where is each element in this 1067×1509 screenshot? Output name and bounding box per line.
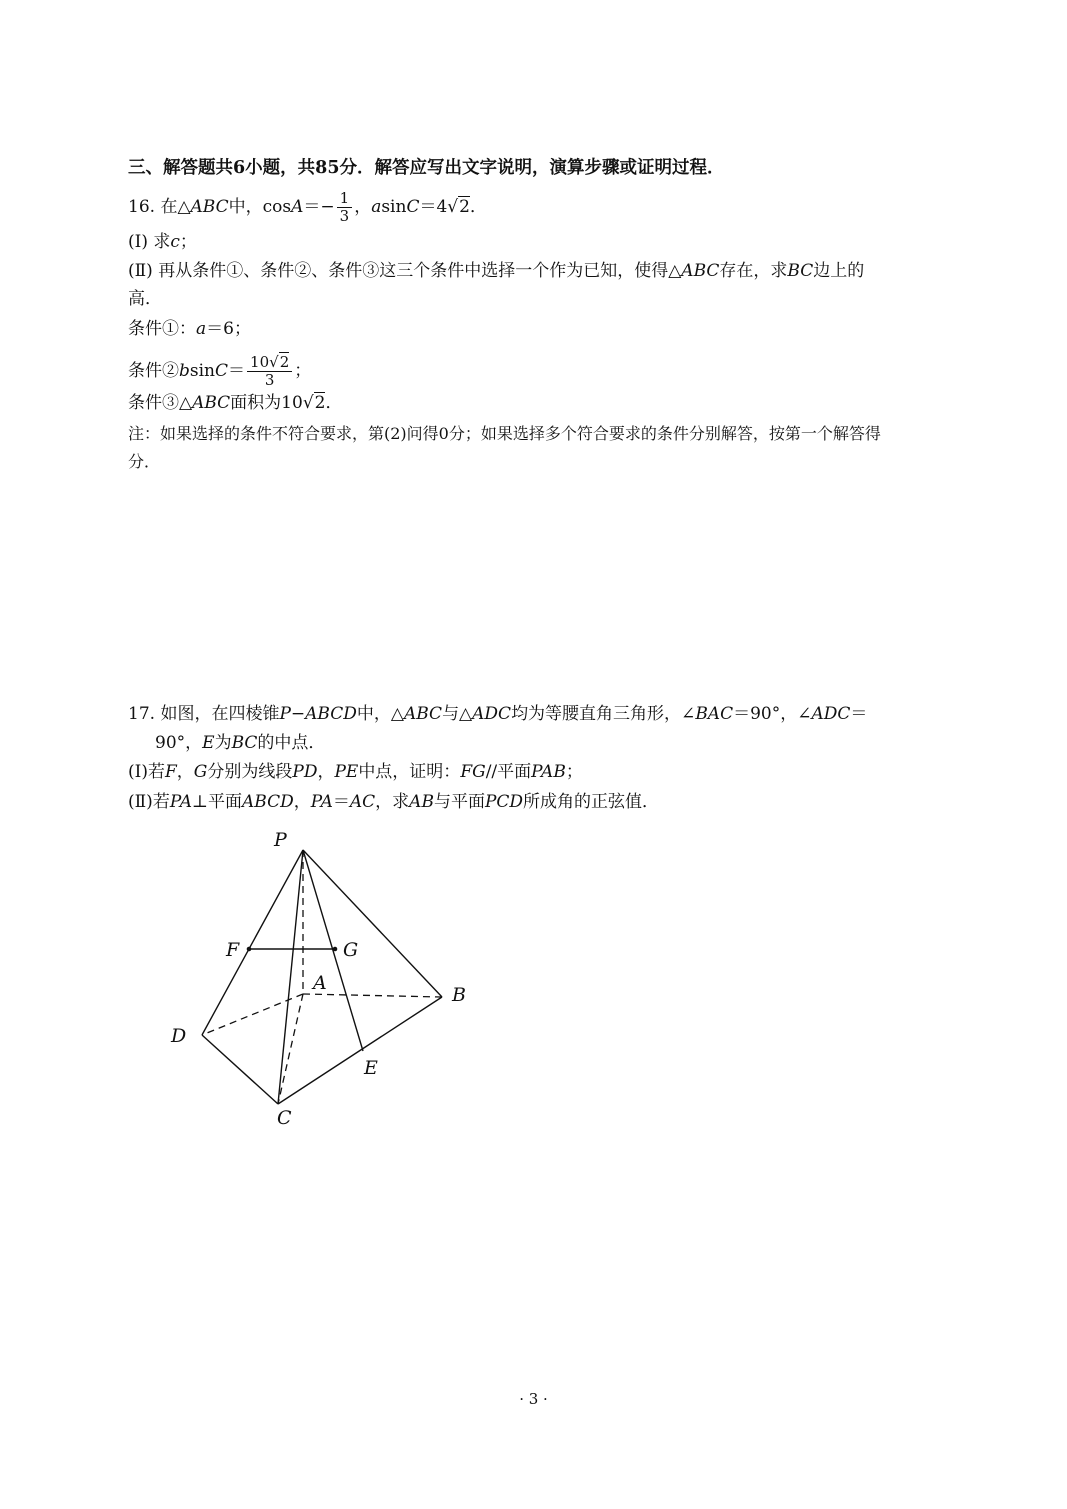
q17-text: ABC (403, 704, 443, 724)
q17-text: PA (310, 792, 333, 812)
fraction-numerator: 1 (337, 190, 353, 208)
sqrt-symbol: √ (302, 393, 314, 413)
fraction-ten-root-two-thirds (247, 354, 292, 389)
label-E: E (364, 1057, 378, 1079)
q17-text: 中，△ (356, 704, 404, 724)
q17-text: FG (460, 762, 486, 782)
q16-condition-1 (128, 317, 251, 341)
fraction-one-third (337, 190, 353, 225)
q17-text: ＝90°，∠ (733, 704, 812, 724)
label-F: F (226, 939, 240, 961)
q17-text: PE (334, 762, 359, 782)
q16-stem-text: ABC (190, 197, 229, 217)
q16-cond-text: ＝6； (206, 319, 251, 339)
q16-stem-text: ． (469, 197, 487, 217)
q16-cond-text: C (215, 361, 229, 381)
q16-part1-text: (Ⅰ) 求 (128, 232, 171, 252)
q17-text: ABCD (241, 792, 294, 812)
q16-cond-text: sin (189, 361, 216, 381)
q16-stem-text: 在△ (160, 197, 191, 217)
sqrt-symbol: √ (447, 197, 459, 217)
edge-DC (202, 1035, 278, 1104)
q17-text: PCD (484, 792, 524, 812)
edge-AC (278, 994, 303, 1104)
q17-text: //平面 (485, 762, 532, 782)
q16-part2-text: 存在，求 (719, 261, 788, 281)
q17-text: ， (176, 762, 194, 782)
q17-text: ⊥平面 (191, 792, 242, 812)
q16-cond-text: 条件①： (128, 319, 196, 339)
q16-stem-text: 中，cos (228, 197, 292, 217)
q17-text: ； (565, 762, 583, 782)
q16-stem-text: a (371, 197, 382, 217)
q16-note-line1: 注：如果选择的条件不符合要求，第(2)问得0分；如果选择多个符合要求的条件分别解答，按第一个解答得 (128, 424, 881, 443)
q16-number: 16. (128, 197, 156, 217)
q16-part2-text: ABC (681, 261, 720, 281)
label-B: B (452, 984, 466, 1006)
q17-text: PA (169, 792, 192, 812)
q16-cond-text: ． (325, 393, 343, 413)
edge-AD (202, 994, 303, 1035)
q17-text: − (290, 704, 306, 724)
q16-stem-text: sin (381, 197, 407, 217)
sqrt-radicand: 2 (459, 197, 470, 217)
q16-part2-line2: 高． (128, 289, 162, 309)
q17-text: BC (231, 733, 258, 753)
q17-text: BAC (695, 704, 734, 724)
q16-cond-text: 面积为10 (230, 393, 303, 413)
q16-part2-line1 (128, 259, 864, 283)
q17-text: 均为等腰直角三角形，∠ (511, 704, 696, 724)
fraction-numerator-coef: 10 (250, 353, 270, 371)
q17-text: ADC (472, 704, 512, 724)
q16-part2-text: 边上的 (813, 261, 865, 281)
q17-text: PD (292, 762, 318, 782)
point-F (247, 947, 252, 952)
q17-text: (Ⅱ)若 (128, 792, 170, 812)
q17-text: (Ⅰ)若 (128, 762, 165, 782)
q16-cond-text: ＝ (228, 361, 246, 381)
q16-part1-text: ； (179, 232, 197, 252)
q17-stem-line1 (128, 702, 867, 726)
fraction-denominator: 3 (339, 207, 350, 225)
q17-text: AC (349, 792, 376, 812)
q16-part1-text: c (170, 232, 180, 252)
q17-text: 为 (214, 733, 232, 753)
q16-stem-text: A (291, 197, 304, 217)
pyramid-figure (160, 822, 480, 1132)
q17-text: 17. 如图，在四棱锥 (128, 704, 280, 724)
q16-stem-text: ， (354, 197, 372, 217)
q17-text: ， (293, 792, 311, 812)
q17-text: ＝ (332, 792, 350, 812)
q17-text: ，求 (375, 792, 410, 812)
q16-note-line2: 分． (128, 452, 161, 471)
q16-cond-text: ； (294, 361, 312, 381)
q16-condition-2 (128, 354, 311, 389)
fraction-numerator (247, 354, 292, 372)
page-number: · 3 · (519, 1390, 548, 1408)
q17-text: 所成角的正弦值． (523, 792, 660, 812)
edge-AB (303, 994, 442, 997)
label-A: A (313, 972, 327, 994)
q16-cond-text: b (179, 361, 190, 381)
fraction-denominator: 3 (264, 371, 275, 389)
section-header: 三、解答题共6小题，共85分．解答应写出文字说明，演算步骤或证明过程． (128, 158, 725, 178)
edge-CB (278, 997, 442, 1104)
sqrt-radicand: 2 (314, 393, 326, 413)
q16-stem-text: C (406, 197, 420, 217)
q16-condition-3 (128, 391, 342, 415)
q17-text: 与平面 (433, 792, 485, 812)
sqrt-radicand: 2 (279, 353, 290, 371)
q17-text: AB (409, 792, 434, 812)
q17-text: ADC (811, 704, 851, 724)
q17-text: ， (317, 762, 335, 782)
q16-cond-text: a (196, 319, 207, 339)
q16-cond-text: 条件② (128, 361, 179, 381)
q17-text: 90°， (155, 733, 203, 753)
q16-stem (128, 190, 487, 225)
label-G: G (343, 939, 359, 961)
q17-text: PAB (531, 762, 566, 782)
q17-text: P (279, 704, 291, 724)
q17-part1 (128, 760, 583, 784)
q17-stem-line2 (155, 731, 325, 755)
q17-text: 分别为线段 (207, 762, 293, 782)
q17-part2 (128, 790, 659, 814)
label-C: C (277, 1107, 292, 1129)
q17-text: 的中点． (257, 733, 326, 753)
q16-part2-text: (Ⅱ) 再从条件①、条件②、条件③这三个条件中选择一个作为已知，使得△ (128, 261, 682, 281)
point-G (333, 947, 338, 952)
q16-part1 (128, 230, 197, 254)
q17-text: ABCD (305, 704, 357, 724)
q17-text: ＝ (850, 704, 868, 724)
q16-cond-text: 条件③△ (128, 393, 193, 413)
q16-stem-text: ＝4 (419, 197, 448, 217)
q16-part2-text: BC (787, 261, 814, 281)
label-P: P (274, 829, 287, 851)
q17-text: G (193, 762, 208, 782)
q17-text: E (202, 733, 215, 753)
q17-text: F (164, 762, 177, 782)
q17-text: 中点，证明： (358, 762, 461, 782)
q17-text: 与△ (442, 704, 473, 724)
q16-cond-text: ABC (192, 393, 231, 413)
q16-stem-text: ＝− (303, 197, 335, 217)
sqrt-symbol: √ (269, 353, 279, 371)
label-D: D (171, 1025, 187, 1047)
